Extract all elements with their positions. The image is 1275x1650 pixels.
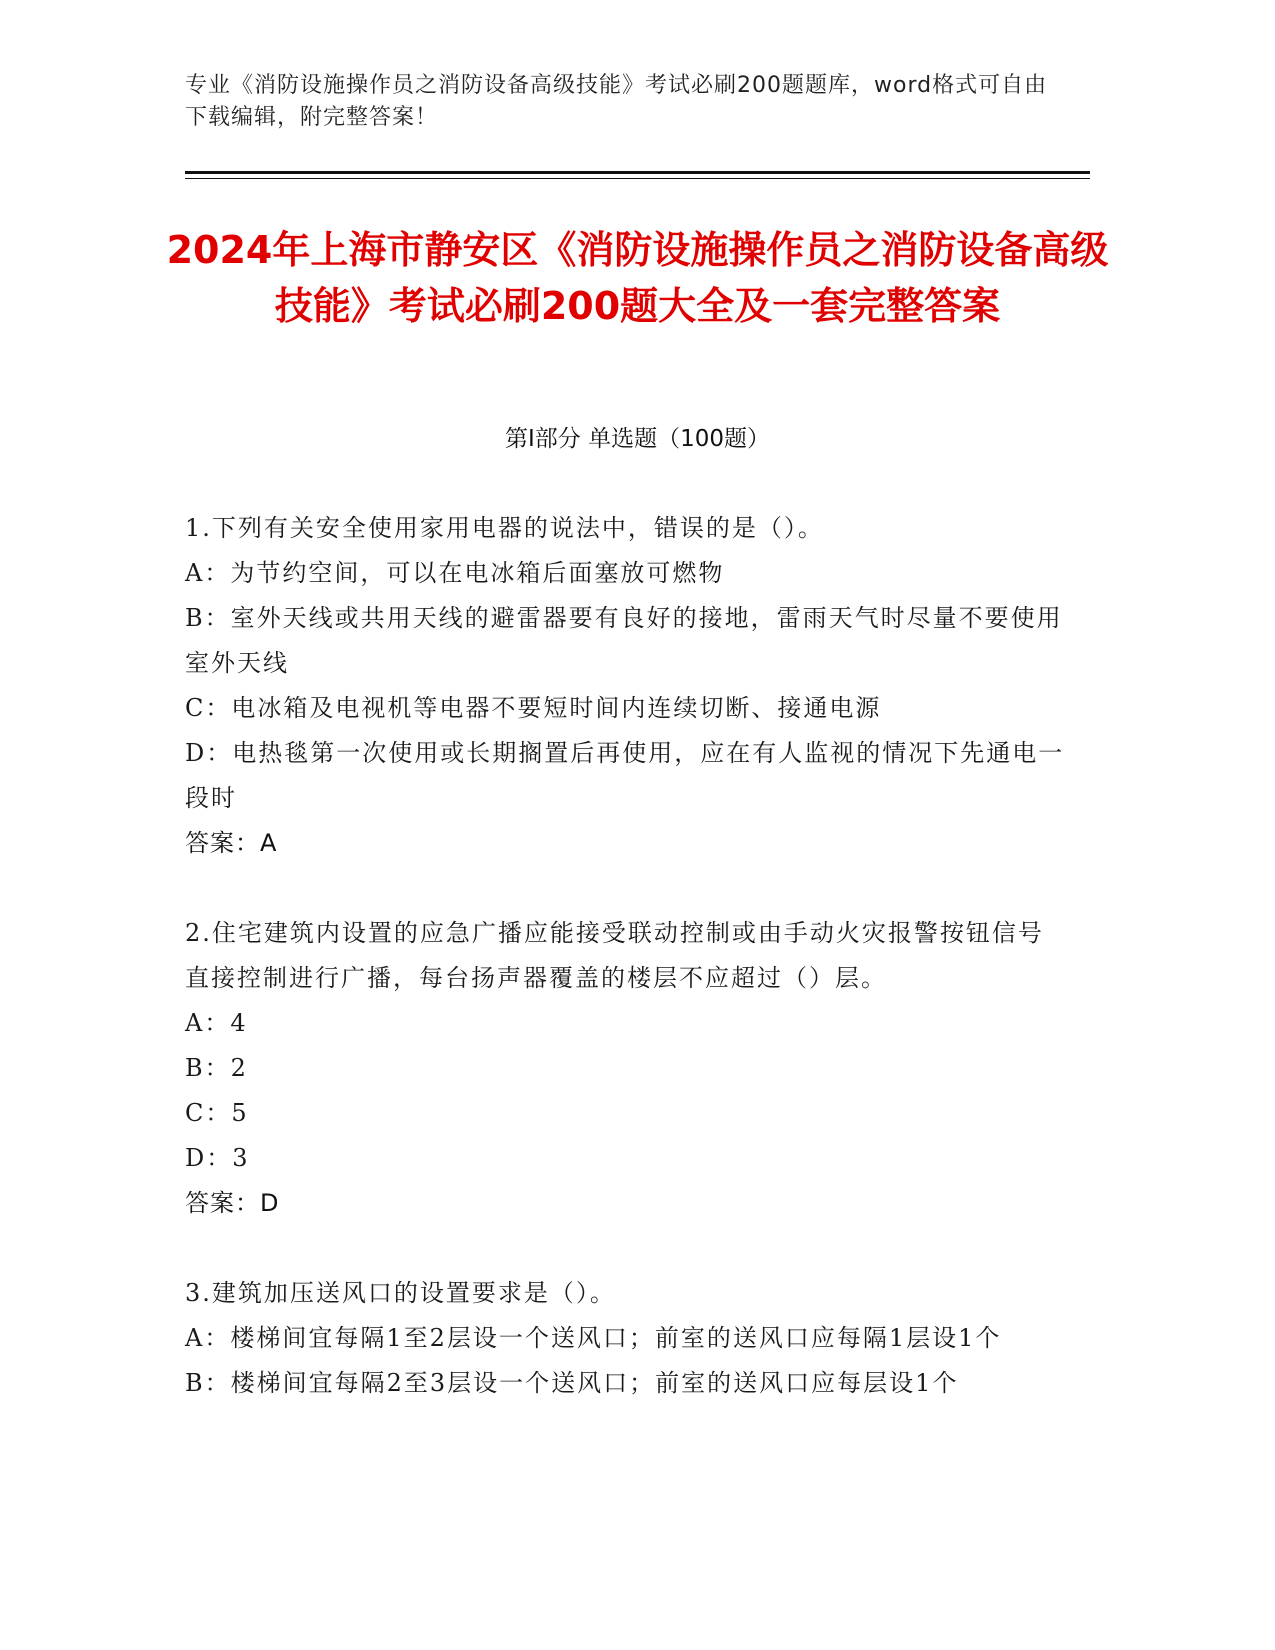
question-1 — [185, 506, 1065, 866]
answer: 答案：A — [185, 829, 278, 857]
option-b: B：室外天线或共用天线的避雷器要有良好的接地，雷雨天气时尽量不要使用室外天线 — [185, 604, 1063, 677]
option-c: C：电冰箱及电视机等电器不要短时间内连续切断、接通电源 — [185, 694, 882, 722]
question-2 — [185, 911, 1065, 1226]
option-c: C：5 — [185, 1099, 249, 1127]
header-note: 专业《消防设施操作员之消防设备高级技能》考试必刷200题题库，word格式可自由下载编辑，附完整答案！ — [185, 73, 1048, 130]
header-divider-thin — [185, 178, 1090, 179]
document-title: 2024年上海市静安区《消防设施操作员之消防设备高级技能》考试必刷200题大全及一套完整答案 — [166, 228, 1109, 328]
answer: 答案：D — [185, 1189, 280, 1217]
question-3 — [185, 1271, 1065, 1406]
option-a: A：为节约空间，可以在电冰箱后面塞放可燃物 — [185, 559, 725, 587]
option-a: A：4 — [185, 1009, 248, 1037]
option-b: B：楼梯间宜每隔2至3层设一个送风口；前室的送风口应每层设1个 — [185, 1369, 959, 1397]
option-d: D：3 — [185, 1144, 250, 1172]
section-title: 第Ⅰ部分 单选题（100题） — [505, 426, 770, 452]
option-a: A：楼梯间宜每隔1至2层设一个送风口；前室的送风口应每隔1层设1个 — [185, 1324, 1002, 1352]
question-stem: 2.住宅建筑内设置的应急广播应能接受联动控制或由手动火灾报警按钮信号直接控制进行广播，每台扬声器覆盖的楼层不应超过（）层。 — [185, 919, 1044, 992]
header-divider-thick — [185, 171, 1090, 174]
question-list — [185, 506, 1065, 1451]
option-d: D：电热毯第一次使用或长期搁置后再使用，应在有人监视的情况下先通电一段时 — [185, 739, 1065, 812]
question-stem: 1.下列有关安全使用家用电器的说法中，错误的是（）。 — [185, 514, 824, 542]
option-b: B：2 — [185, 1054, 248, 1082]
question-stem: 3.建筑加压送风口的设置要求是（）。 — [185, 1279, 616, 1307]
